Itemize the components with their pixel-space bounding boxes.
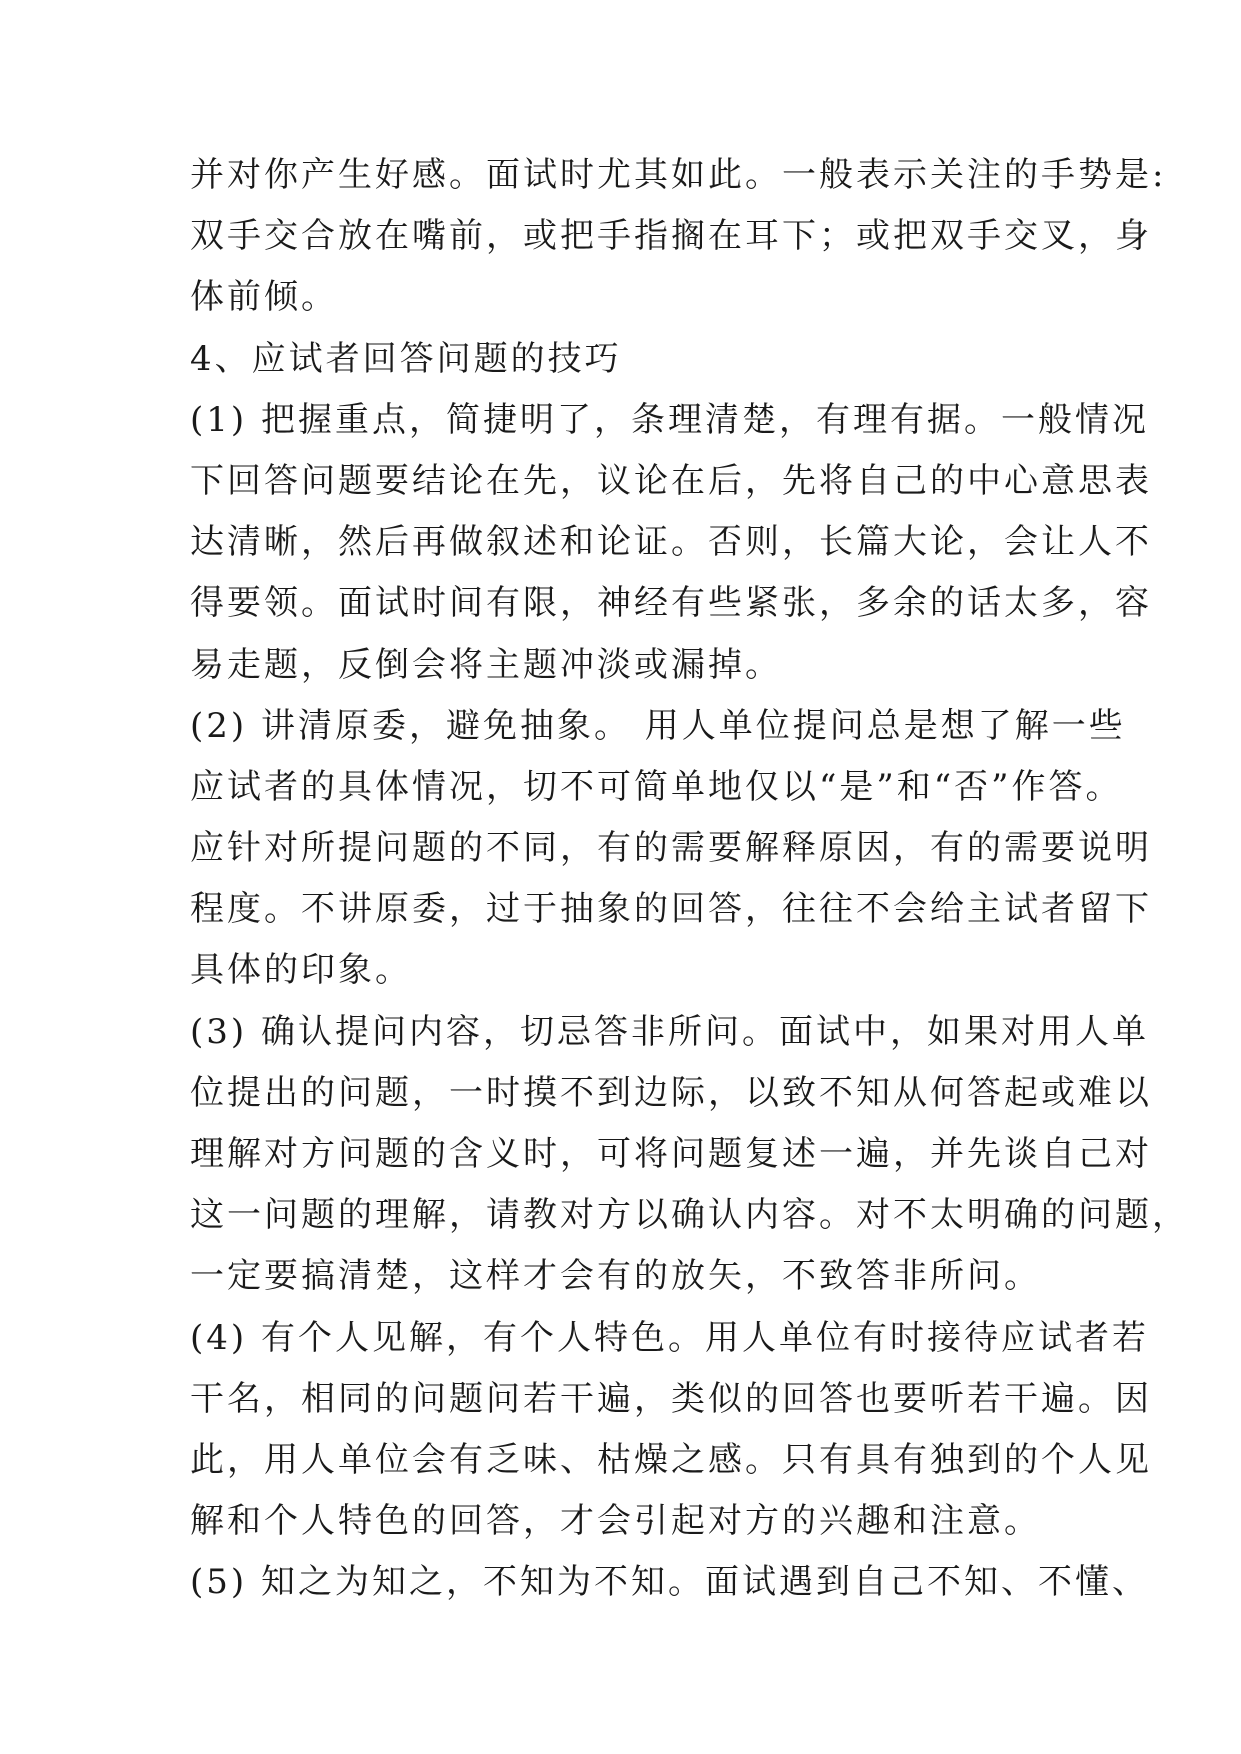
text-line: 干名，相同的问题问若干遍，类似的回答也要听若干遍。因 — [190, 1378, 1152, 1419]
text-line: 下回答问题要结论在先，议论在后，先将自己的中心意思表 — [190, 460, 1152, 501]
text-line: (4) 有个人见解，有个人特色。用人单位有时接待应试者若 — [190, 1317, 1149, 1358]
text-line: 应试者的具体情况，切不可简单地仅以“是”和“否”作答。 — [190, 766, 1123, 807]
text-line: (3) 确认提问内容，切忌答非所问。面试中，如果对用人单 — [190, 1011, 1149, 1052]
text-line: 这一问题的理解，请教对方以确认内容。对不太明确的问题， — [190, 1195, 1189, 1236]
body-text — [190, 145, 1189, 1614]
text-line: 应针对所提问题的不同，有的需要解释原因，有的需要说明 — [190, 828, 1152, 869]
text-line: 位提出的问题，一时摸不到边际，以致不知从何答起或难以 — [190, 1072, 1152, 1113]
text-line: 此，用人单位会有乏味、枯燥之感。只有具有独到的个人见 — [190, 1439, 1152, 1480]
text-line: (5) 知之为知之，不知为不知。面试遇到自己不知、不懂、 — [190, 1562, 1149, 1603]
section-heading: 4、应试者回答问题的技巧 — [190, 338, 622, 379]
text-line: 达清晰，然后再做叙述和论证。否则，长篇大论，会让人不 — [190, 522, 1152, 563]
text-line: (1) 把握重点，简捷明了，条理清楚，有理有据。一般情况 — [190, 399, 1149, 440]
text-line: 双手交合放在嘴前，或把手指搁在耳下；或把双手交叉，身 — [190, 216, 1152, 257]
text-line: 理解对方问题的含义时，可将问题复述一遍，并先谈自己对 — [190, 1134, 1152, 1174]
text-line: 易走题，反倒会将主题冲淡或漏掉。 — [190, 644, 782, 685]
text-line: 一定要搞清楚，这样才会有的放矢，不致答非所问。 — [190, 1256, 1041, 1297]
text-line: 程度。不讲原委，过于抽象的回答，往往不会给主试者留下 — [190, 889, 1152, 930]
text-line: 得要领。面试时间有限，神经有些紧张，多余的话太多，容 — [190, 583, 1152, 624]
text-line: (2) 讲清原委，避免抽象。 用人单位提问总是想了解一些 — [190, 705, 1126, 746]
text-line: 解和个人特色的回答，才会引起对方的兴趣和注意。 — [190, 1501, 1041, 1542]
text-line: 体前倾。 — [190, 277, 338, 318]
text-line: 并对你产生好感。面试时尤其如此。一般表示关注的手势是: — [190, 155, 1167, 195]
text-line: 具体的印象。 — [190, 950, 412, 991]
